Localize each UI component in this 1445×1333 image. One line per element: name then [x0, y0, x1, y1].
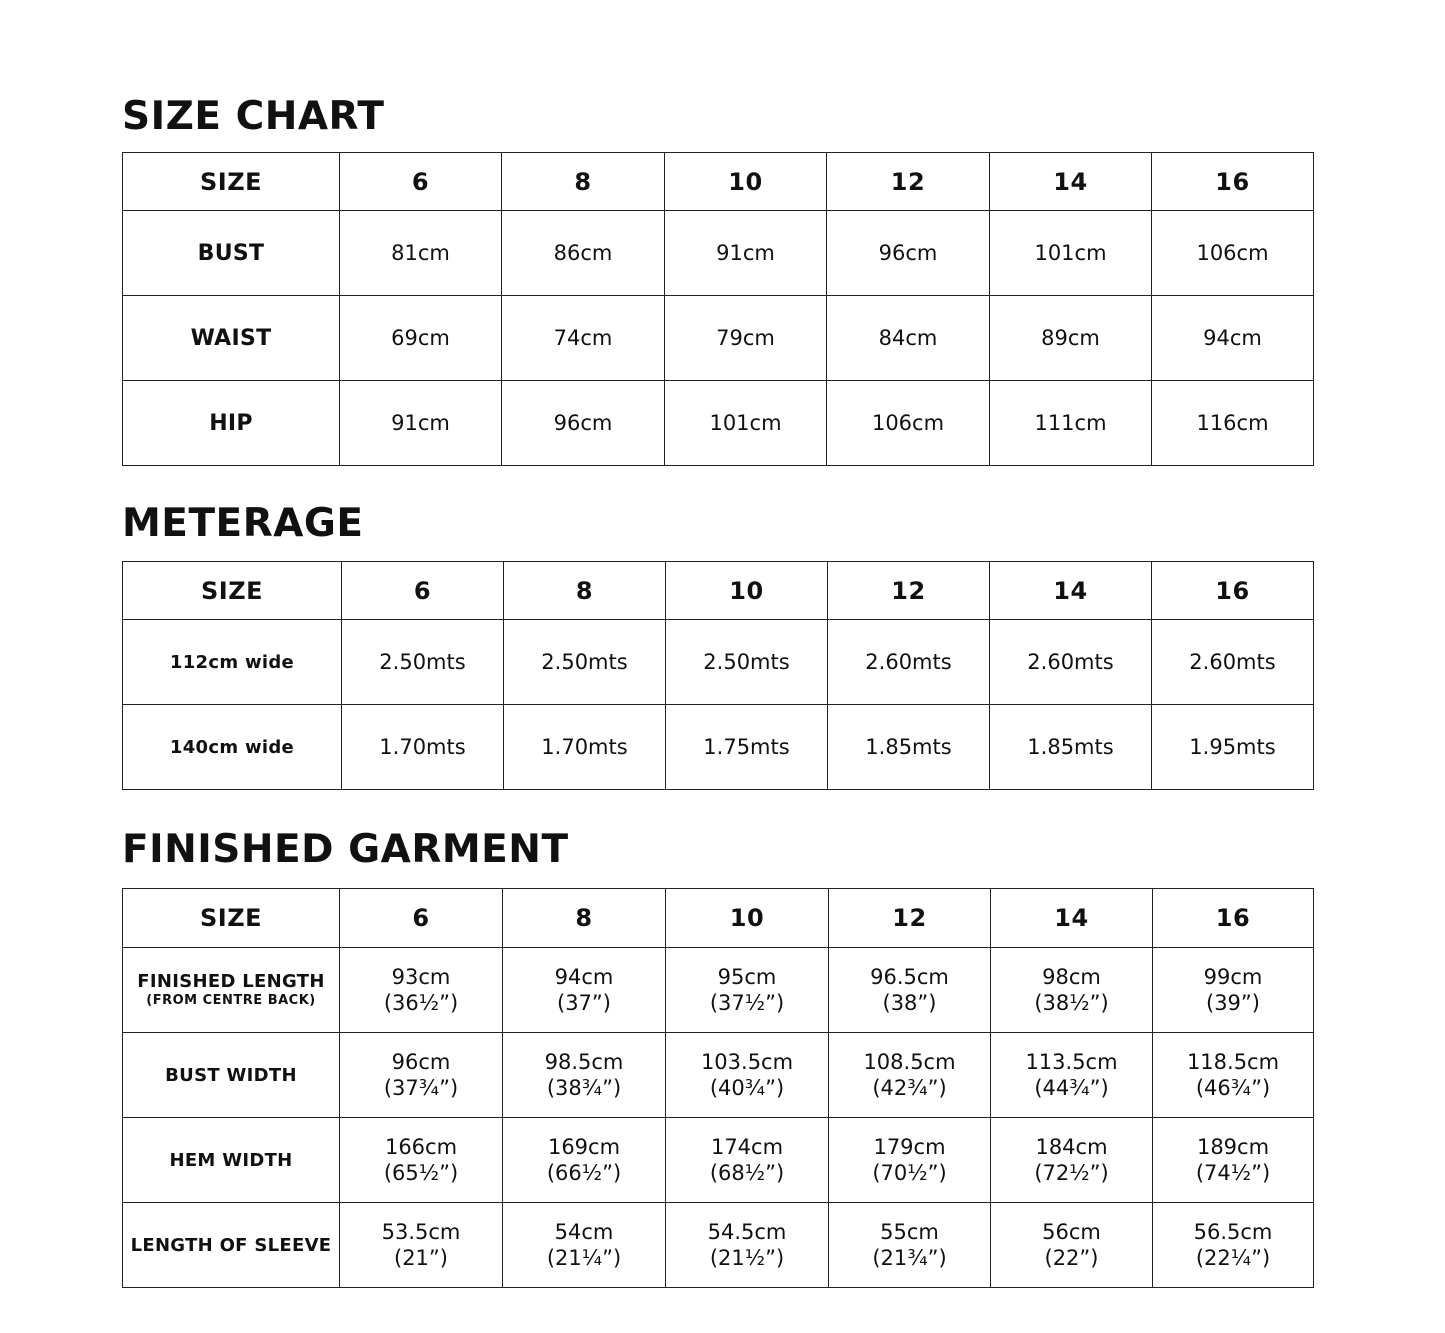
value-cell	[829, 948, 991, 1033]
row-label: LENGTH OF SLEEVE	[123, 1203, 340, 1288]
table-row	[123, 948, 1314, 1033]
imperial-value: (46¾”)	[1195, 1076, 1271, 1100]
value-cell	[340, 1033, 503, 1118]
header-cell: 6	[342, 562, 504, 620]
finished-garment-header-row	[123, 889, 1314, 948]
imperial-value: (37½”)	[709, 991, 785, 1015]
table-row	[123, 211, 1314, 296]
value-cell	[1153, 1033, 1314, 1118]
table-row	[123, 1118, 1314, 1203]
value-cell	[666, 1118, 829, 1203]
metric-value: 56cm	[1042, 1220, 1101, 1244]
header-cell: SIZE	[123, 562, 342, 620]
value-cell: 79cm	[665, 296, 827, 381]
header-cell: 8	[503, 889, 666, 948]
value-cell: 84cm	[827, 296, 990, 381]
value-cell: 1.75mts	[666, 705, 828, 790]
value-cell: 1.70mts	[342, 705, 504, 790]
metric-value: 166cm	[384, 1135, 458, 1159]
header-cell: 12	[829, 889, 991, 948]
metric-value: 103.5cm	[700, 1050, 794, 1074]
header-cell: 8	[504, 562, 666, 620]
metric-value: 98.5cm	[544, 1050, 624, 1074]
value-cell: 101cm	[990, 211, 1152, 296]
value-cell	[503, 1203, 666, 1288]
metric-value: 93cm	[391, 965, 451, 989]
metric-value: 189cm	[1196, 1135, 1270, 1159]
row-label: 140cm wide	[123, 705, 342, 790]
meterage-header-row	[123, 562, 1314, 620]
value-cell	[503, 1118, 666, 1203]
row-label: HIP	[123, 381, 340, 466]
imperial-value: (22¼”)	[1195, 1246, 1271, 1270]
imperial-value: (37¾”)	[383, 1076, 459, 1100]
metric-value: 96cm	[391, 1050, 451, 1074]
value-cell	[829, 1203, 991, 1288]
value-cell: 2.60mts	[1152, 620, 1314, 705]
row-label: HEM WIDTH	[123, 1118, 340, 1203]
metric-value: 56.5cm	[1193, 1220, 1273, 1244]
value-cell: 2.50mts	[666, 620, 828, 705]
header-cell: 16	[1153, 889, 1314, 948]
header-cell: 10	[665, 153, 827, 211]
metric-value: 98cm	[1042, 965, 1101, 989]
imperial-value: (21½”)	[709, 1246, 785, 1270]
row-label: WAIST	[123, 296, 340, 381]
metric-value: 54cm	[554, 1220, 614, 1244]
imperial-value: (70½”)	[872, 1161, 947, 1185]
row-label	[123, 948, 340, 1033]
value-cell	[666, 948, 829, 1033]
value-cell: 1.85mts	[828, 705, 990, 790]
row-label: BUST WIDTH	[123, 1033, 340, 1118]
header-cell: 14	[990, 153, 1152, 211]
value-cell	[340, 1118, 503, 1203]
value-cell	[991, 1203, 1153, 1288]
value-cell	[503, 948, 666, 1033]
metric-value: 96.5cm	[870, 965, 949, 989]
imperial-value: (65½”)	[383, 1161, 459, 1185]
value-cell: 89cm	[990, 296, 1152, 381]
metric-value: 169cm	[547, 1135, 621, 1159]
value-cell	[503, 1033, 666, 1118]
metric-value: 174cm	[710, 1135, 784, 1159]
imperial-value: (21¼”)	[546, 1246, 622, 1270]
value-cell: 74cm	[502, 296, 665, 381]
imperial-value: (72½”)	[1034, 1161, 1109, 1185]
value-cell	[1153, 1118, 1314, 1203]
value-cell: 101cm	[665, 381, 827, 466]
value-cell: 91cm	[340, 381, 502, 466]
imperial-value: (21”)	[394, 1246, 448, 1270]
value-cell	[829, 1033, 991, 1118]
table-row	[123, 705, 1314, 790]
finished-garment-title: FINISHED GARMENT	[122, 827, 569, 872]
value-cell	[1153, 948, 1314, 1033]
imperial-value: (22”)	[1044, 1246, 1099, 1270]
value-cell: 81cm	[340, 211, 502, 296]
imperial-value: (21¾”)	[872, 1246, 947, 1270]
value-cell	[666, 1203, 829, 1288]
value-cell: 1.95mts	[1152, 705, 1314, 790]
header-cell: 12	[827, 153, 990, 211]
imperial-value: (42¾”)	[872, 1076, 947, 1100]
metric-value: 94cm	[554, 965, 614, 989]
value-cell	[1153, 1203, 1314, 1288]
value-cell: 91cm	[665, 211, 827, 296]
imperial-value: (68½”)	[709, 1161, 785, 1185]
size-chart-header-row	[123, 153, 1314, 211]
imperial-value: (38”)	[882, 991, 937, 1015]
value-cell: 1.85mts	[990, 705, 1152, 790]
imperial-value: (38½”)	[1034, 991, 1109, 1015]
table-row	[123, 1033, 1314, 1118]
row-label-sub: (FROM CENTRE BACK)	[146, 993, 316, 1008]
value-cell: 96cm	[827, 211, 990, 296]
header-cell: SIZE	[123, 153, 340, 211]
imperial-value: (44¾”)	[1034, 1076, 1109, 1100]
value-cell: 96cm	[502, 381, 665, 466]
header-cell: 14	[991, 889, 1153, 948]
value-cell: 1.70mts	[504, 705, 666, 790]
metric-value: 53.5cm	[381, 1220, 461, 1244]
imperial-value: (74½”)	[1195, 1161, 1271, 1185]
row-label-main: FINISHED LENGTH	[137, 971, 325, 992]
meterage-table	[122, 561, 1314, 790]
metric-value: 99cm	[1203, 965, 1263, 989]
value-cell: 111cm	[990, 381, 1152, 466]
value-cell: 69cm	[340, 296, 502, 381]
imperial-value: (40¾”)	[709, 1076, 785, 1100]
value-cell: 2.60mts	[990, 620, 1152, 705]
table-row	[123, 296, 1314, 381]
header-cell: 6	[340, 889, 503, 948]
row-label: BUST	[123, 211, 340, 296]
value-cell	[829, 1118, 991, 1203]
table-row	[123, 620, 1314, 705]
size-chart-title: SIZE CHART	[122, 94, 385, 139]
value-cell: 2.60mts	[828, 620, 990, 705]
row-label: 112cm wide	[123, 620, 342, 705]
header-cell: 16	[1152, 153, 1314, 211]
value-cell	[991, 948, 1153, 1033]
size-chart-table	[122, 152, 1314, 466]
imperial-value: (38¾”)	[546, 1076, 622, 1100]
value-cell	[991, 1118, 1153, 1203]
header-cell: SIZE	[123, 889, 340, 948]
table-row	[123, 381, 1314, 466]
header-cell: 16	[1152, 562, 1314, 620]
metric-value: 95cm	[717, 965, 777, 989]
imperial-value: (66½”)	[546, 1161, 622, 1185]
value-cell	[991, 1033, 1153, 1118]
metric-value: 184cm	[1035, 1135, 1108, 1159]
header-cell: 10	[666, 889, 829, 948]
header-cell: 8	[502, 153, 665, 211]
metric-value: 113.5cm	[1025, 1050, 1118, 1074]
imperial-value: (37”)	[557, 991, 611, 1015]
value-cell: 94cm	[1152, 296, 1314, 381]
value-cell: 2.50mts	[504, 620, 666, 705]
metric-value: 108.5cm	[863, 1050, 956, 1074]
value-cell	[666, 1033, 829, 1118]
value-cell	[340, 1203, 503, 1288]
header-cell: 12	[828, 562, 990, 620]
value-cell: 106cm	[1152, 211, 1314, 296]
metric-value: 118.5cm	[1186, 1050, 1280, 1074]
value-cell	[340, 948, 503, 1033]
finished-garment-table	[122, 888, 1314, 1288]
imperial-value: (36½”)	[383, 991, 459, 1015]
metric-value: 179cm	[873, 1135, 946, 1159]
imperial-value: (39”)	[1206, 991, 1260, 1015]
header-cell: 14	[990, 562, 1152, 620]
value-cell: 2.50mts	[342, 620, 504, 705]
meterage-title: METERAGE	[122, 501, 364, 546]
value-cell: 116cm	[1152, 381, 1314, 466]
value-cell: 86cm	[502, 211, 665, 296]
header-cell: 10	[666, 562, 828, 620]
value-cell: 106cm	[827, 381, 990, 466]
metric-value: 55cm	[880, 1220, 939, 1244]
table-row	[123, 1203, 1314, 1288]
header-cell: 6	[340, 153, 502, 211]
metric-value: 54.5cm	[707, 1220, 787, 1244]
